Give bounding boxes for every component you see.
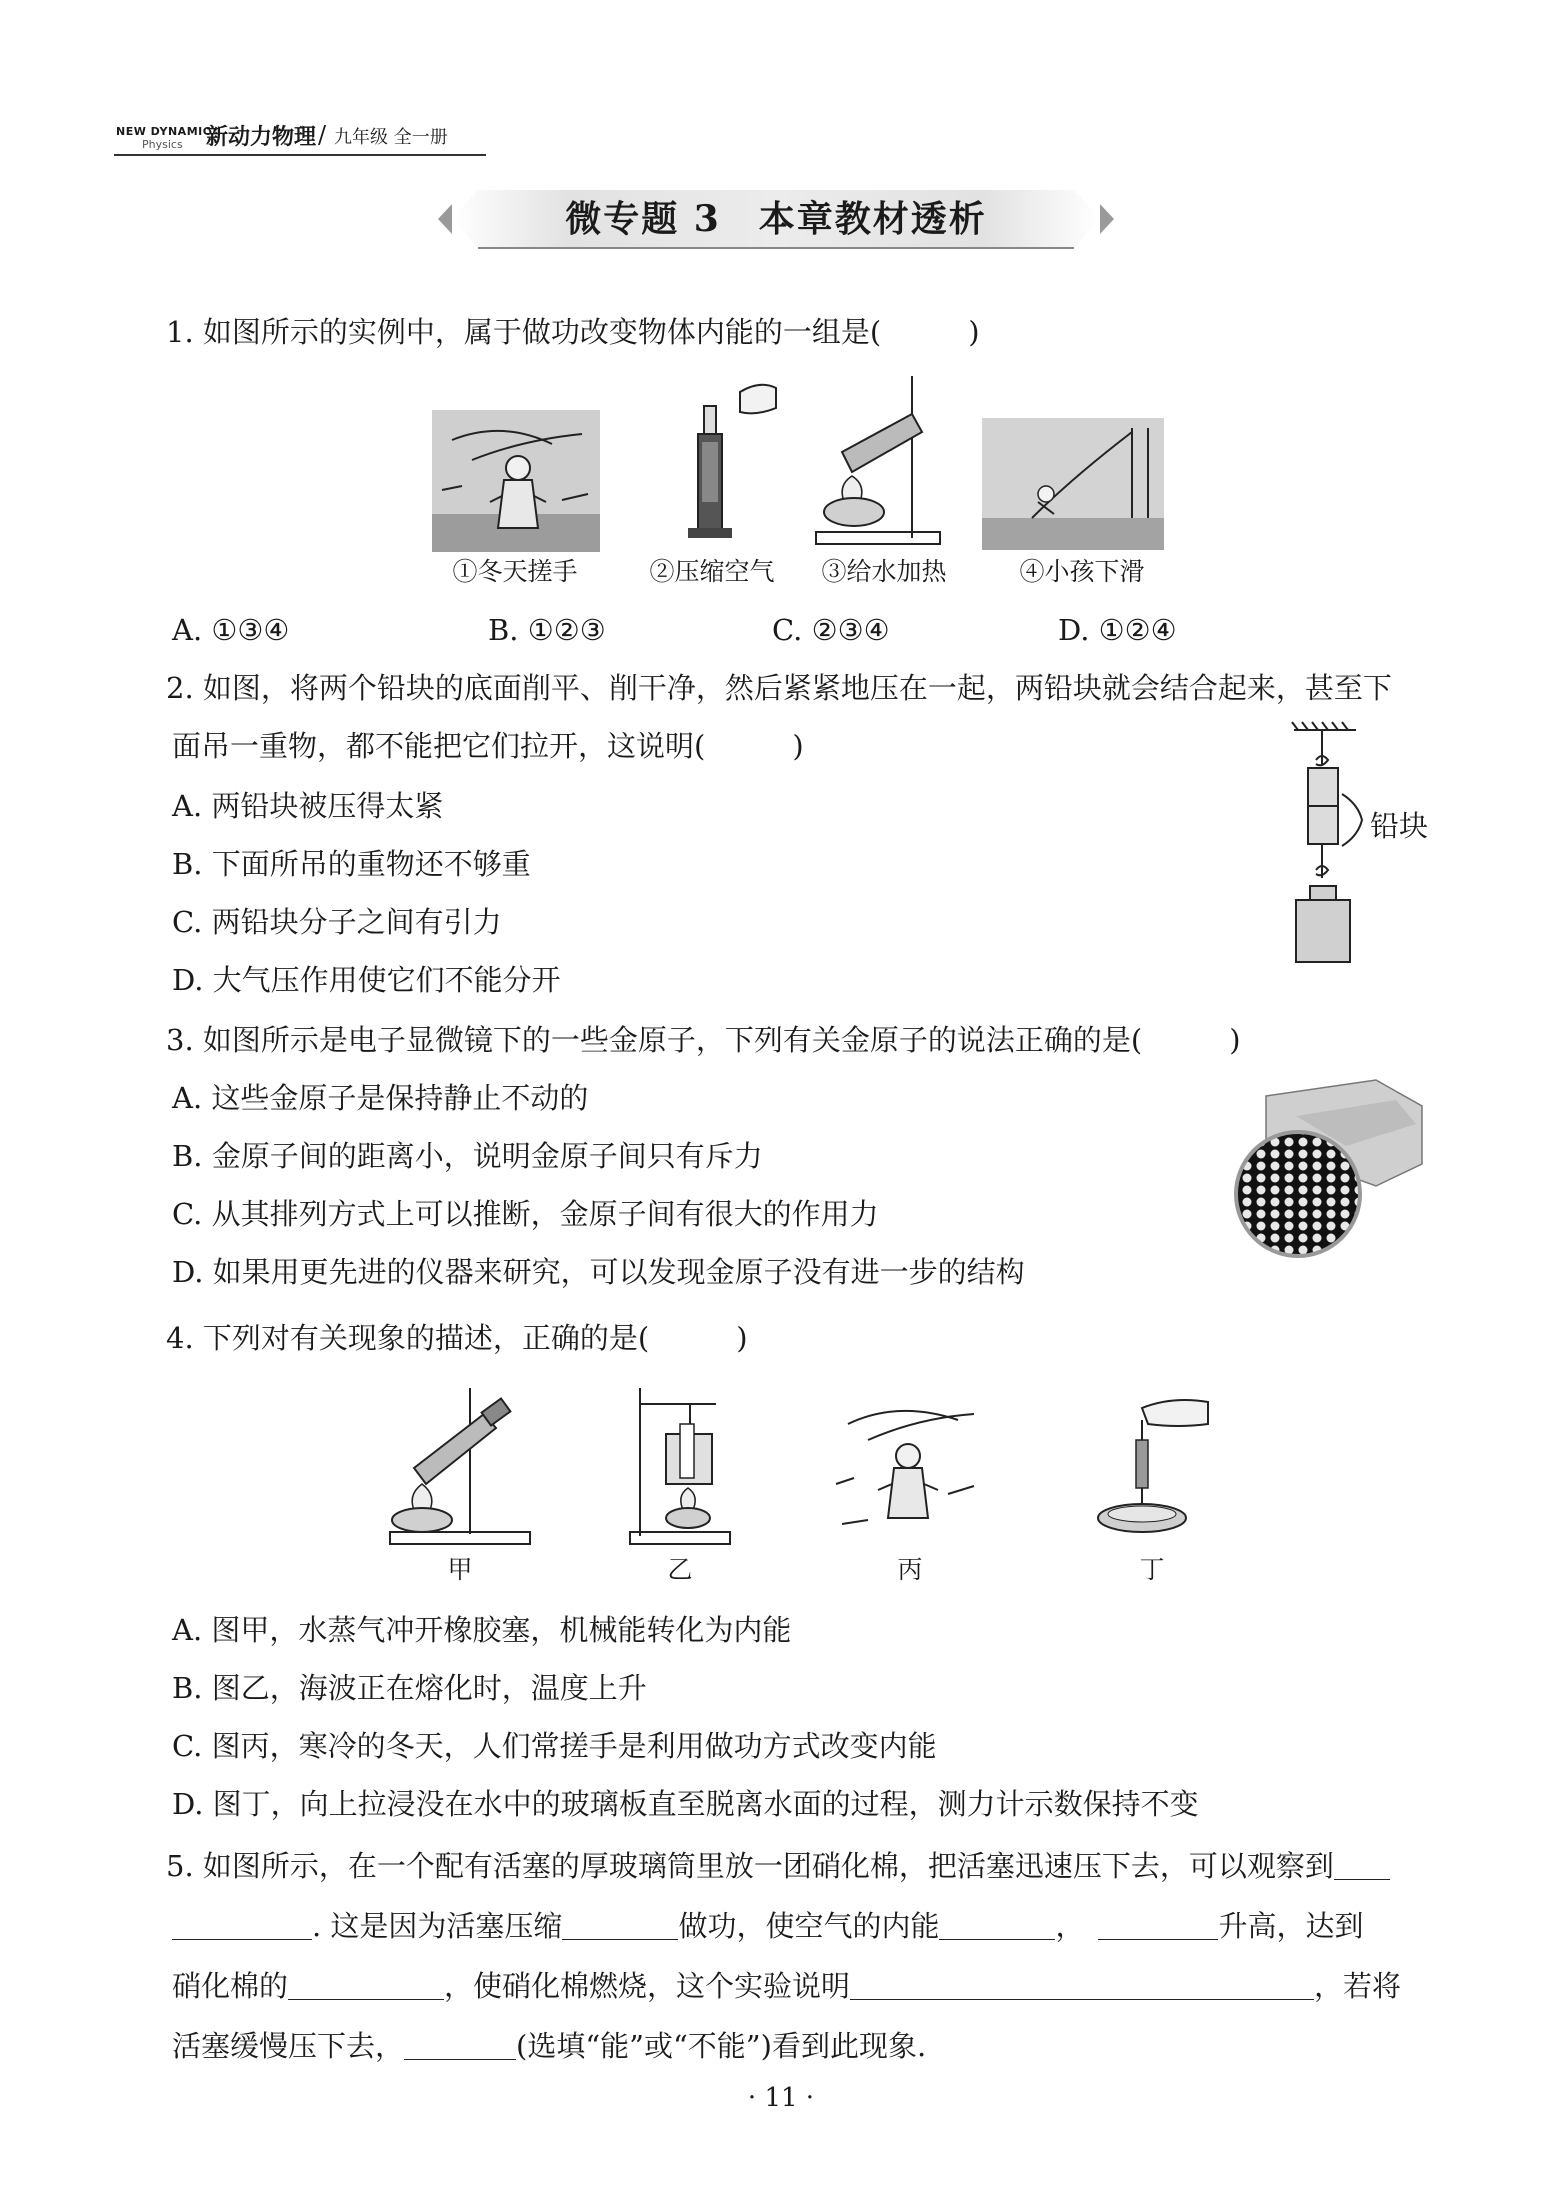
q5-line3	[172, 1966, 1401, 2006]
q1-option-a: A. ①③④	[172, 613, 290, 647]
q3-option-a: A. 这些金原子是保持静止不动的	[172, 1081, 589, 1115]
q4-figure-yi	[626, 1384, 736, 1550]
q5-text-2b: 做功，使空气的内能	[678, 1909, 940, 1943]
q5-text-4a: 活塞缓慢压下去，	[172, 2029, 405, 2063]
q5-text-3b: ，使硝化棉燃烧，这个实验说明	[444, 1969, 851, 2003]
q1-caption-2: ②压缩空气	[649, 557, 775, 586]
q4-option-c: C. 图丙，寒冷的冬天，人们常搓手是利用做功方式改变内能	[172, 1729, 937, 1763]
q5-blank-7[interactable]	[404, 2031, 516, 2060]
q1-figure-child-sliding	[982, 418, 1164, 550]
q1-figure-heating-water	[812, 372, 944, 552]
header-brand-physics: Physics	[142, 138, 183, 151]
page-number: · 11 ·	[747, 2083, 815, 2113]
header-book-title: 新动力物理	[206, 124, 317, 150]
q4-caption-ding: 丁	[1139, 1555, 1165, 1584]
header-slash: /	[318, 121, 327, 149]
q4-option-a: A. 图甲，水蒸气冲开橡胶塞，机械能转化为内能	[172, 1613, 792, 1647]
q1-caption-3: ③给水加热	[821, 557, 947, 586]
q2-option-b: B. 下面所吊的重物还不够重	[172, 847, 531, 881]
header-grade: 九年级 全一册	[334, 127, 448, 148]
q2-option-c: C. 两铅块分子之间有引力	[172, 905, 502, 939]
q1-figure-compress-air	[660, 372, 780, 552]
q5-blank-4[interactable]	[1098, 1911, 1218, 1940]
q5-blank-3[interactable]	[939, 1911, 1055, 1940]
q5-line4	[172, 2026, 926, 2066]
q4-caption-jia: 甲	[447, 1555, 473, 1584]
q4-option-b: B. 图乙，海波正在熔化时，温度上升	[172, 1671, 647, 1705]
q1-figure-rubbing-hands	[432, 410, 600, 552]
q5-blank-2[interactable]	[562, 1911, 678, 1940]
q3-option-c: C. 从其排列方式上可以推断，金原子间有很大的作用力	[172, 1197, 879, 1231]
q3-option-d: D. 如果用更先进的仪器来研究，可以发现金原子没有进一步的结构	[172, 1255, 1025, 1289]
q5-text-2a: . 这是因为活塞压缩	[312, 1909, 563, 1943]
q1-stem: 1. 如图所示的实例中，属于做功改变物体内能的一组是( )	[166, 315, 980, 349]
q2-label-lead-block: 铅块	[1370, 809, 1429, 843]
q2-option-a: A. 两铅块被压得太紧	[172, 789, 444, 823]
q1-caption-4: ④小孩下滑	[1019, 557, 1145, 586]
q2-stem-line1: 2. 如图，将两个铅块的底面削平、削干净，然后紧紧地压在一起，两铅块就会结合起来，甚至下	[166, 671, 1392, 705]
q2-brace	[1338, 790, 1368, 850]
q4-caption-yi: 乙	[667, 1555, 693, 1584]
q1-option-c: C. ②③④	[772, 613, 890, 647]
q5-text-2c: ，	[1055, 1909, 1085, 1943]
q4-figure-jia	[384, 1384, 534, 1550]
q2-stem-line2: 面吊一重物，都不能把它们拉开，这说明( )	[172, 729, 804, 763]
q5-blank-1a[interactable]	[1334, 1851, 1390, 1880]
q4-figure-ding	[1082, 1394, 1218, 1544]
q1-caption-1: ①冬天搓手	[452, 557, 578, 586]
q2-option-d: D. 大气压作用使它们不能分开	[172, 963, 561, 997]
q1-option-d: D. ①②④	[1058, 613, 1177, 647]
q4-figure-bing	[828, 1394, 978, 1544]
q5-text-2d: 升高，达到	[1218, 1909, 1364, 1943]
q5-blank-5[interactable]	[288, 1971, 444, 2000]
q5-text-4b: (选填“能”或“不能”)看到此现象.	[516, 2029, 927, 2063]
q5-line1	[166, 1846, 1390, 1886]
q5-text-3a: 硝化棉的	[172, 1969, 289, 2003]
q3-option-b: B. 金原子间的距离小，说明金原子间只有斥力	[172, 1139, 763, 1173]
header-rule	[114, 154, 486, 156]
q4-stem: 4. 下列对有关现象的描述，正确的是( )	[166, 1321, 748, 1355]
q1-option-b: B. ①②③	[488, 613, 606, 647]
banner-title: 微专题 3 本章教材透析	[565, 198, 987, 240]
q3-stem: 3. 如图所示是电子显微镜下的一些金原子，下列有关金原子的说法正确的是( )	[166, 1023, 1241, 1057]
q3-figure-gold-atoms	[1226, 1076, 1426, 1266]
q5-text-1: 5. 如图所示，在一个配有活塞的厚玻璃筒里放一团硝化棉，把活塞迅速压下去，可以观察到	[166, 1849, 1334, 1883]
q5-blank-6[interactable]	[850, 1971, 1314, 2000]
q5-text-3c: ，若将	[1314, 1969, 1402, 2003]
q5-line2	[172, 1906, 1363, 1946]
q4-option-d: D. 图丁，向上拉浸没在水中的玻璃板直至脱离水面的过程，测力计示数保持不变	[172, 1787, 1199, 1821]
q5-blank-1b[interactable]	[172, 1911, 312, 1940]
header-brand-english: NEW DYNAMIC	[116, 125, 212, 138]
q4-caption-bing: 丙	[897, 1555, 923, 1584]
